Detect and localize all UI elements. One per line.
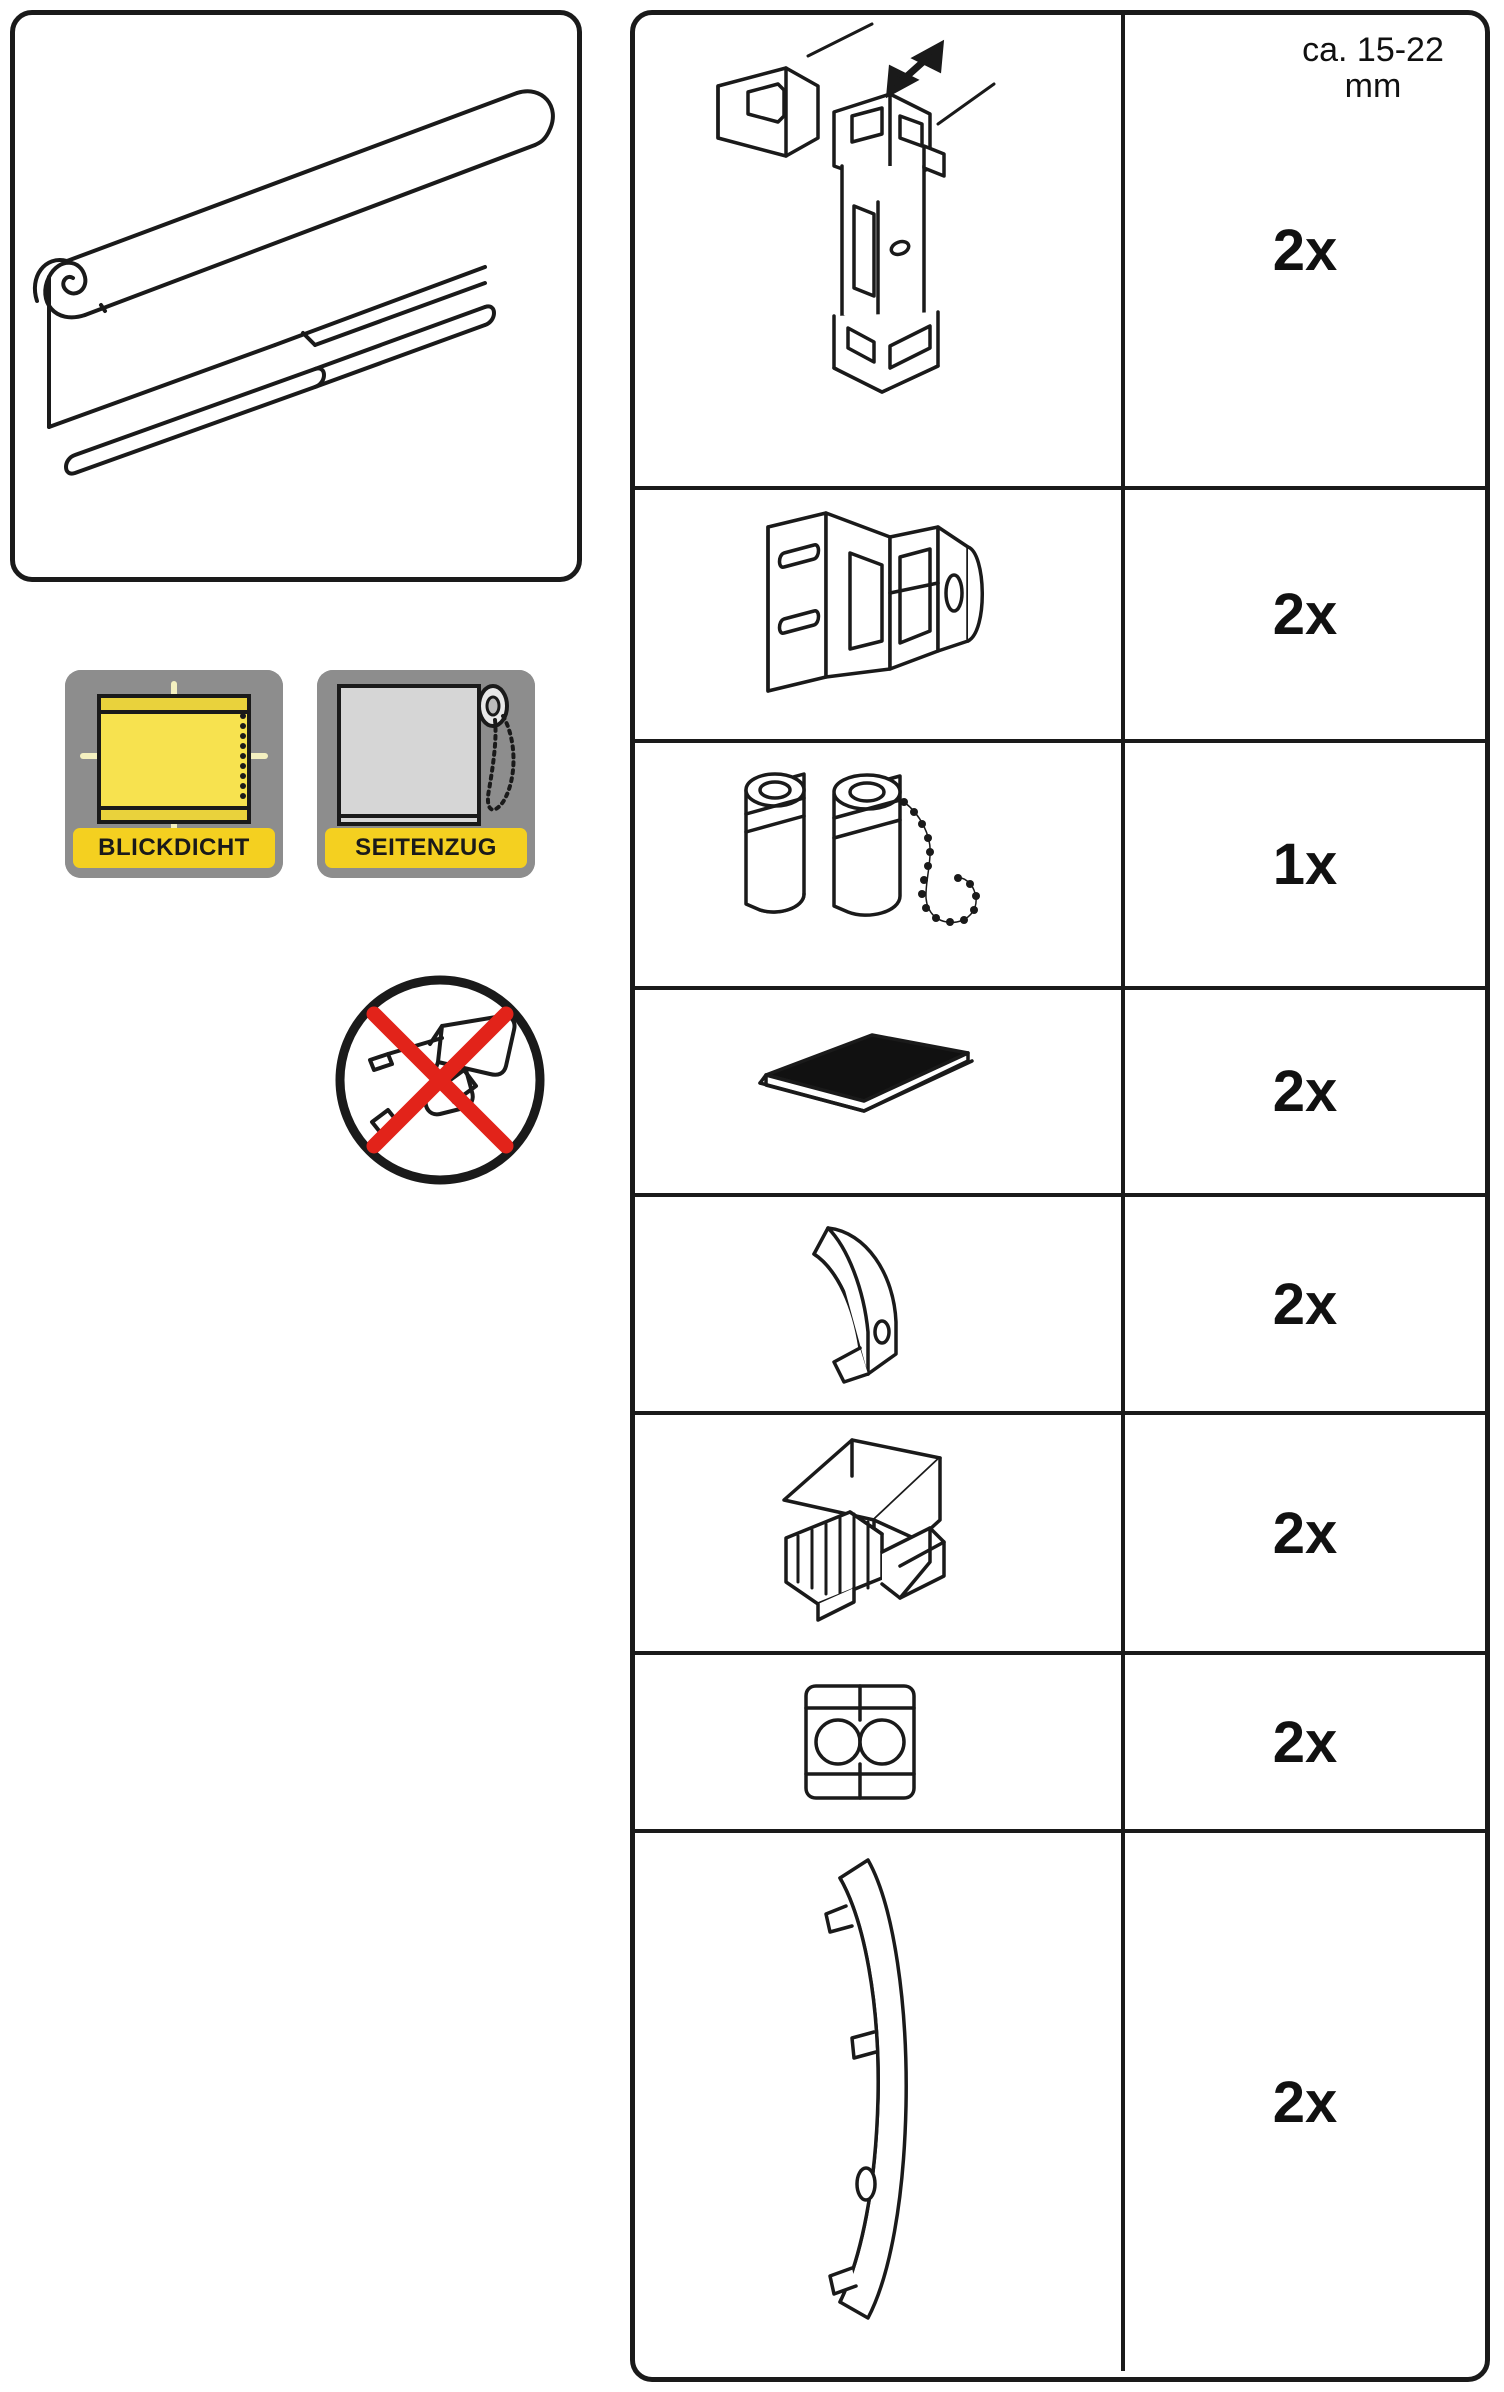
table-row bbox=[635, 990, 1485, 1197]
roller-tension-mechanism-icon bbox=[638, 1416, 1118, 1651]
table-row bbox=[635, 490, 1485, 743]
table-row bbox=[635, 743, 1485, 990]
curved-cover-clip-icon bbox=[638, 1198, 1118, 1411]
table-row bbox=[635, 1197, 1485, 1415]
part-illustration-bottom-rail-end-cap bbox=[635, 1833, 1125, 2371]
badge-label-blickdicht: BLICKDICHT bbox=[73, 828, 275, 868]
part-illustration-double-hole-spacer bbox=[635, 1655, 1125, 1829]
part-illustration-chain-drive-end-caps bbox=[635, 743, 1125, 986]
badge-blickdicht bbox=[65, 670, 283, 878]
part-quantity: 2x bbox=[1272, 1709, 1338, 1775]
no-drilling-icon bbox=[330, 970, 550, 1190]
part-illustration-clamp-bracket-with-adapter bbox=[635, 15, 1125, 486]
bottom-rail-end-cap-icon bbox=[638, 1836, 1118, 2369]
table-row bbox=[635, 1415, 1485, 1655]
badge-seitenzug bbox=[317, 670, 535, 878]
part-quantity: 1x bbox=[1272, 832, 1338, 897]
table-row bbox=[635, 1833, 1485, 2371]
double-hole-spacer-icon bbox=[638, 1656, 1118, 1829]
part-quantity: 2x bbox=[1272, 218, 1338, 283]
left-column bbox=[10, 10, 590, 2382]
dimension-note-line2: mm bbox=[1344, 66, 1402, 105]
part-quantity: 2x bbox=[1272, 2069, 1338, 2135]
part-quantity: 2x bbox=[1272, 1500, 1338, 1566]
no-drill-symbol bbox=[330, 970, 550, 1190]
dimension-note bbox=[1283, 33, 1463, 104]
table-row bbox=[635, 1655, 1485, 1833]
wall-mount-bracket-icon bbox=[638, 491, 1118, 739]
parts-table bbox=[630, 10, 1490, 2382]
adhesive-pad-icon bbox=[638, 991, 1118, 1193]
feature-badges bbox=[65, 670, 545, 890]
part-quantity: 2x bbox=[1272, 1271, 1338, 1337]
rolled-blind-illustration bbox=[15, 15, 577, 577]
dimension-note-line1: ca. 15-22 bbox=[1302, 31, 1444, 69]
chain-drive-end-caps-icon bbox=[638, 744, 1118, 986]
part-quantity: 2x bbox=[1272, 582, 1338, 647]
product-illustration-panel bbox=[10, 10, 582, 582]
part-illustration-wall-mount-bracket bbox=[635, 490, 1125, 739]
part-illustration-curved-cover-clip bbox=[635, 1197, 1125, 1411]
table-row bbox=[635, 15, 1485, 490]
part-illustration-roller-tension-mechanism bbox=[635, 1415, 1125, 1651]
part-quantity: 2x bbox=[1272, 1059, 1338, 1124]
clamp-bracket-with-adapter-icon bbox=[638, 16, 1118, 486]
badge-label-seitenzug: SEITENZUG bbox=[325, 828, 527, 868]
part-illustration-adhesive-pad bbox=[635, 990, 1125, 1193]
